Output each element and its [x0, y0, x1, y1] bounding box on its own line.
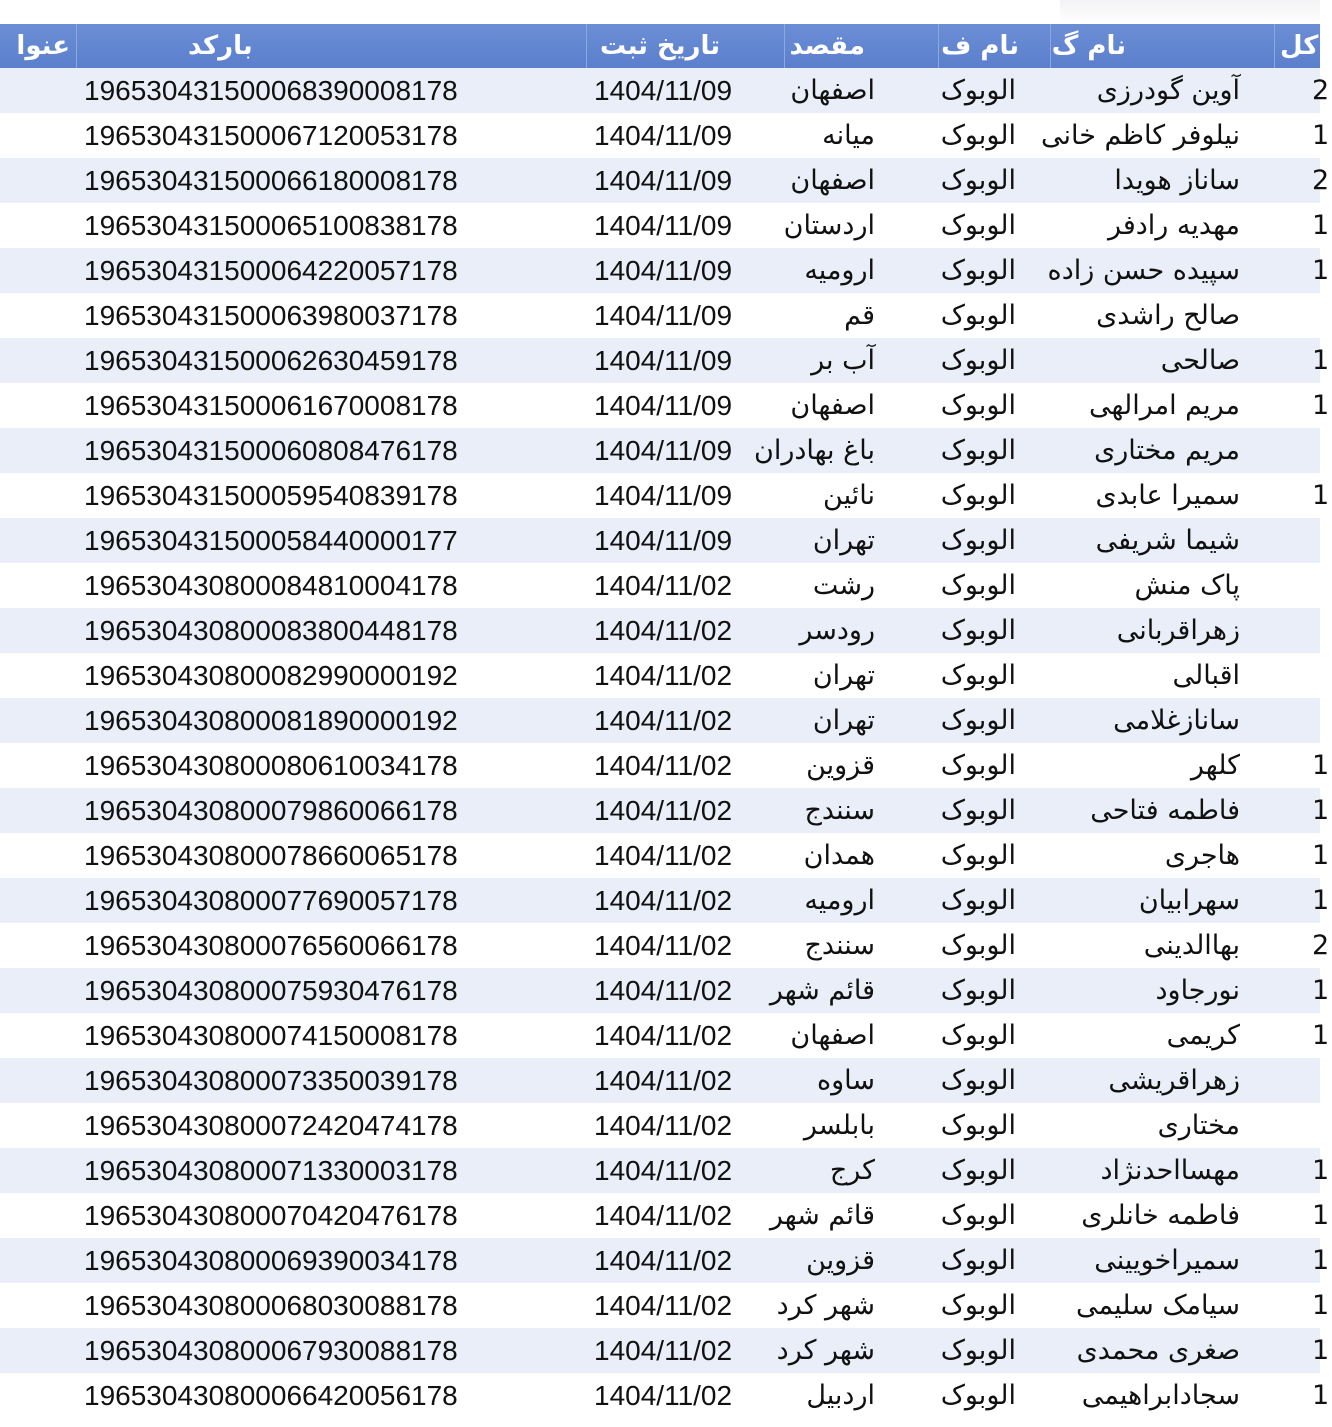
cell-last-name[interactable]: الوبوک [940, 390, 1016, 421]
cell-first-name[interactable]: سهرابیان [1138, 885, 1240, 916]
cell-first-name[interactable]: صالحی [1160, 345, 1240, 376]
cell-count[interactable]: 1 [1312, 1290, 1330, 1321]
cell-barcode[interactable]: 196530431500067120053178 [84, 120, 458, 151]
cell-reg-date[interactable]: 1404/11/02 [594, 1065, 733, 1096]
cell-reg-date[interactable]: 1404/11/09 [594, 345, 733, 376]
table-row[interactable] [0, 1058, 1320, 1103]
cell-reg-date[interactable]: 1404/11/02 [594, 615, 733, 646]
cell-last-name[interactable]: الوبوک [940, 1290, 1016, 1321]
cell-first-name[interactable]: مریم امرالهی [1089, 390, 1240, 421]
cell-reg-date[interactable]: 1404/11/09 [594, 480, 733, 511]
cell-barcode[interactable]: 196530431500064220057178 [84, 255, 458, 286]
cell-last-name[interactable]: الوبوک [940, 930, 1016, 961]
cell-destination[interactable]: قزوین [806, 1245, 875, 1276]
table-row[interactable] [0, 203, 1330, 248]
cell-count[interactable]: 1 [1312, 390, 1330, 421]
cell-barcode[interactable]: 196530431500061670008178 [84, 390, 458, 421]
cell-count[interactable]: 1 [1312, 750, 1330, 781]
cell-first-name[interactable]: پاک منش [1134, 570, 1240, 601]
table-header-row [0, 24, 1320, 68]
table-row[interactable] [0, 788, 1330, 833]
table-row[interactable] [0, 293, 1320, 338]
cell-count[interactable] [1312, 428, 1332, 473]
cell-barcode[interactable]: 196530430800077690057178 [84, 885, 458, 916]
cell-barcode[interactable]: 196530430800072420474178 [84, 1110, 458, 1141]
cell-count[interactable]: 1 [1312, 1155, 1330, 1186]
cell-first-name[interactable]: نیلوفر کاظم خانی [1041, 120, 1240, 151]
cell-reg-date[interactable]: 1404/11/09 [594, 210, 733, 241]
cell-count[interactable]: 1 [1312, 1200, 1330, 1231]
cell-barcode[interactable]: 196530431500068390008178 [84, 75, 458, 106]
table-row[interactable] [0, 1373, 1330, 1418]
cell-first-name[interactable]: زهراقربانی [1116, 615, 1240, 646]
cell-destination[interactable]: باغ بهادران [753, 435, 875, 466]
cell-barcode[interactable]: 196530430800076560066178 [84, 930, 458, 961]
cell-last-name[interactable]: الوبوک [940, 255, 1016, 286]
cell-last-name[interactable]: الوبوک [940, 300, 1016, 331]
cell-last-name[interactable]: الوبوک [940, 750, 1016, 781]
cell-reg-date[interactable]: 1404/11/02 [594, 795, 733, 826]
cell-barcode[interactable]: 196530431500058440000177 [84, 525, 458, 556]
cell-destination[interactable]: ساوه [816, 1065, 875, 1096]
cell-destination[interactable]: قائم شهر [769, 975, 875, 1006]
table-body [0, 68, 1330, 1418]
cell-count[interactable]: 1 [1312, 345, 1330, 376]
cell-barcode[interactable]: 196530430800073350039178 [84, 1065, 458, 1096]
cell-reg-date[interactable]: 1404/11/02 [594, 1020, 733, 1051]
cell-destination[interactable]: تهران [812, 660, 875, 691]
cell-count[interactable] [1312, 1058, 1332, 1103]
cell-last-name[interactable]: الوبوک [940, 570, 1016, 601]
cell-reg-date[interactable]: 1404/11/09 [594, 390, 733, 421]
cell-first-name[interactable]: مختاری [1157, 1110, 1240, 1141]
cell-destination[interactable]: اصفهان [790, 390, 875, 421]
header-reg-date[interactable]: تاریخ ثبت [600, 31, 720, 61]
cell-first-name[interactable]: مهسااحدنژاد [1100, 1155, 1240, 1186]
cell-first-name[interactable]: سمیرا عابدی [1095, 480, 1240, 511]
cell-first-name[interactable]: هاجری [1164, 840, 1240, 871]
cell-destination[interactable]: رودسر [799, 615, 875, 646]
table-row[interactable] [0, 68, 1330, 113]
cell-first-name[interactable]: کریمی [1166, 1020, 1240, 1051]
cell-last-name[interactable]: الوبوک [940, 885, 1016, 916]
cell-reg-date[interactable]: 1404/11/02 [594, 885, 733, 916]
cell-destination[interactable]: میانه [822, 120, 875, 151]
cell-last-name[interactable]: الوبوک [940, 840, 1016, 871]
cell-destination[interactable]: رشت [812, 570, 875, 601]
cell-barcode[interactable]: 196530430800083800448178 [84, 615, 458, 646]
cell-reg-date[interactable]: 1404/11/02 [594, 975, 733, 1006]
cell-reg-date[interactable]: 1404/11/02 [594, 930, 733, 961]
header-barcode-label: بارکد [188, 31, 253, 61]
cell-reg-date[interactable]: 1404/11/02 [594, 660, 733, 691]
cell-destination[interactable]: ارومیه [804, 885, 875, 916]
cell-destination[interactable]: بابلسر [803, 1110, 875, 1141]
cell-reg-date[interactable]: 1404/11/02 [594, 1200, 733, 1231]
cell-destination[interactable]: قزوین [806, 750, 875, 781]
cell-destination[interactable]: اردبیل [806, 1380, 875, 1411]
cell-destination[interactable]: کرج [829, 1155, 875, 1186]
cell-first-name[interactable]: اقبالی [1172, 660, 1240, 691]
cell-last-name[interactable]: الوبوک [940, 1335, 1016, 1366]
cell-reg-date[interactable]: 1404/11/02 [594, 705, 733, 736]
table-row[interactable] [0, 428, 1320, 473]
cell-destination[interactable]: آب بر [811, 345, 875, 376]
table-row[interactable] [0, 1283, 1330, 1328]
table-row[interactable] [0, 878, 1330, 923]
table-row[interactable] [0, 473, 1330, 518]
table-row[interactable] [0, 338, 1330, 383]
table-row[interactable] [0, 1328, 1330, 1373]
cell-first-name[interactable]: سیامک سلیمی [1075, 1290, 1240, 1321]
header-first-name[interactable]: نام گ [1051, 31, 1126, 61]
cell-destination[interactable]: اصفهان [790, 1020, 875, 1051]
cell-reg-date[interactable]: 1404/11/02 [594, 570, 733, 601]
cell-last-name[interactable]: الوبوک [940, 615, 1016, 646]
cell-count[interactable]: 1 [1312, 480, 1330, 511]
cell-last-name[interactable]: الوبوک [940, 480, 1016, 511]
table-row[interactable] [0, 608, 1320, 653]
cell-destination[interactable]: اردستان [783, 210, 875, 241]
cell-last-name[interactable]: الوبوک [940, 120, 1016, 151]
cell-count[interactable]: 2 [1312, 165, 1330, 196]
cell-last-name[interactable]: الوبوک [940, 1065, 1016, 1096]
cell-count[interactable]: 1 [1312, 840, 1330, 871]
cell-barcode[interactable]: 196530430800074150008178 [84, 1020, 458, 1051]
cell-last-name[interactable]: الوبوک [940, 975, 1016, 1006]
cell-first-name[interactable]: صالح راشدی [1096, 300, 1240, 331]
cell-destination[interactable]: نائین [823, 480, 875, 511]
column-divider [76, 24, 77, 68]
cell-reg-date[interactable]: 1404/11/02 [594, 840, 733, 871]
cell-destination[interactable]: همدان [803, 840, 875, 871]
cell-barcode[interactable]: 196530431500059540839178 [84, 480, 458, 511]
cell-last-name[interactable]: الوبوک [940, 705, 1016, 736]
cell-barcode[interactable]: 196530430800081890000192 [84, 705, 458, 736]
cell-barcode[interactable]: 196530431500062630459178 [84, 345, 458, 376]
cell-barcode[interactable]: 196530430800071330003178 [84, 1155, 458, 1186]
cell-count[interactable]: 2 [1312, 930, 1330, 961]
cell-count[interactable] [1312, 608, 1332, 653]
cell-barcode[interactable]: 196530430800068030088178 [84, 1290, 458, 1321]
cell-barcode[interactable]: 196530430800082990000192 [84, 660, 458, 691]
cell-first-name[interactable]: ساناز هویدا [1114, 165, 1240, 196]
top-edge-shadow [1060, 0, 1320, 24]
cell-reg-date[interactable]: 1404/11/09 [594, 435, 733, 466]
cell-destination[interactable]: سنندج [804, 795, 875, 826]
cell-reg-date[interactable]: 1404/11/09 [594, 75, 733, 106]
cell-barcode[interactable]: 196530430800080610034178 [84, 750, 458, 781]
cell-first-name[interactable]: مریم مختاری [1094, 435, 1240, 466]
cell-last-name[interactable]: الوبوک [940, 210, 1016, 241]
cell-last-name[interactable]: الوبوک [940, 525, 1016, 556]
cell-count[interactable] [1312, 653, 1332, 698]
cell-barcode[interactable]: 196530430800078660065178 [84, 840, 458, 871]
cell-first-name[interactable]: بهاالدینی [1143, 930, 1240, 961]
table-row[interactable] [0, 743, 1330, 788]
cell-reg-date[interactable]: 1404/11/09 [594, 255, 733, 286]
cell-first-name[interactable]: آوین گودرزی [1096, 75, 1240, 106]
header-barcode[interactable] [78, 24, 578, 68]
table-row[interactable] [0, 923, 1330, 968]
column-divider [784, 24, 785, 68]
cell-count[interactable]: 1 [1312, 210, 1330, 241]
cell-reg-date[interactable]: 1404/11/09 [594, 165, 733, 196]
cell-count[interactable]: 1 [1312, 1245, 1330, 1276]
cell-barcode[interactable]: 196530431500066180008178 [84, 165, 458, 196]
cell-count[interactable] [1312, 563, 1332, 608]
cell-barcode[interactable]: 196530430800079860066178 [84, 795, 458, 826]
cell-count[interactable]: 1 [1312, 1380, 1330, 1411]
cell-reg-date[interactable]: 1404/11/02 [594, 1290, 733, 1321]
cell-destination[interactable]: سنندج [804, 930, 875, 961]
cell-first-name[interactable]: کلهر [1190, 750, 1240, 781]
cell-last-name[interactable]: الوبوک [940, 1155, 1016, 1186]
cell-count[interactable]: 1 [1312, 120, 1330, 151]
cell-last-name[interactable]: الوبوک [940, 435, 1016, 466]
cell-destination[interactable]: قم [844, 300, 875, 331]
cell-barcode[interactable]: 196530430800084810004178 [84, 570, 458, 601]
table-row[interactable] [0, 1148, 1330, 1193]
cell-barcode[interactable]: 196530430800070420476178 [84, 1200, 458, 1231]
table-row[interactable] [0, 1238, 1330, 1283]
cell-destination[interactable]: اصفهان [790, 165, 875, 196]
cell-count[interactable] [1312, 518, 1332, 563]
column-divider [1274, 24, 1275, 68]
cell-first-name[interactable]: مهدیه رادفر [1107, 210, 1240, 241]
table-row[interactable] [0, 698, 1320, 743]
header-title[interactable]: عنوا [16, 31, 70, 61]
cell-destination[interactable]: تهران [812, 525, 875, 556]
table-row[interactable] [0, 968, 1330, 1013]
cell-reg-date[interactable]: 1404/11/09 [594, 300, 733, 331]
cell-count[interactable]: 2 [1312, 75, 1330, 106]
cell-destination[interactable]: شهر کرد [776, 1290, 875, 1321]
table-row[interactable] [0, 653, 1320, 698]
column-divider [938, 24, 939, 68]
cell-last-name[interactable]: الوبوک [940, 1380, 1016, 1411]
header-last-name[interactable]: نام ف [941, 31, 1019, 61]
cell-destination[interactable]: تهران [812, 705, 875, 736]
cell-reg-date[interactable]: 1404/11/02 [594, 1245, 733, 1276]
cell-count[interactable]: 1 [1312, 255, 1330, 286]
cell-count[interactable]: 1 [1312, 885, 1330, 916]
cell-barcode[interactable]: 196530430800067930088178 [84, 1335, 458, 1366]
header-destination[interactable]: مقصد [789, 31, 865, 61]
cell-first-name[interactable]: زهراقریشی [1108, 1065, 1240, 1096]
cell-count[interactable]: 1 [1312, 1335, 1330, 1366]
cell-first-name[interactable]: فاطمه خانلری [1081, 1200, 1240, 1231]
cell-last-name[interactable]: الوبوک [940, 1245, 1016, 1276]
cell-first-name[interactable]: شیما شریفی [1095, 525, 1240, 556]
table-row[interactable] [0, 1193, 1330, 1238]
table-row[interactable] [0, 833, 1330, 878]
cell-count[interactable]: 1 [1312, 795, 1330, 826]
cell-last-name[interactable]: الوبوک [940, 165, 1016, 196]
cell-last-name[interactable]: الوبوک [940, 660, 1016, 691]
cell-barcode[interactable]: 196530430800075930476178 [84, 975, 458, 1006]
cell-first-name[interactable]: سمیراخویینی [1094, 1245, 1240, 1276]
cell-barcode[interactable]: 196530431500065100838178 [84, 210, 458, 241]
table-row[interactable] [0, 113, 1330, 158]
cell-barcode[interactable]: 196530431500060808476178 [84, 435, 458, 466]
cell-first-name[interactable]: سپیده حسن زاده [1047, 255, 1240, 286]
cell-reg-date[interactable]: 1404/11/09 [594, 120, 733, 151]
cell-first-name[interactable]: سجادابراهیمی [1081, 1380, 1240, 1411]
cell-last-name[interactable]: الوبوک [940, 1110, 1016, 1141]
cell-destination[interactable]: اصفهان [790, 75, 875, 106]
table-row[interactable] [0, 1103, 1320, 1148]
cell-reg-date[interactable]: 1404/11/02 [594, 750, 733, 781]
cell-reg-date[interactable]: 1404/11/02 [594, 1110, 733, 1141]
table-row[interactable] [0, 1013, 1330, 1058]
cell-destination[interactable]: ارومیه [804, 255, 875, 286]
table-row[interactable] [0, 158, 1330, 203]
cell-count[interactable] [1312, 293, 1332, 338]
cell-count[interactable] [1312, 1103, 1332, 1148]
cell-count[interactable]: 1 [1312, 975, 1330, 1006]
table-row[interactable] [0, 518, 1320, 563]
cell-last-name[interactable]: الوبوک [940, 345, 1016, 376]
cell-first-name[interactable]: فاطمه فتاحی [1090, 795, 1240, 826]
cell-barcode[interactable]: 196530430800066420056178 [84, 1380, 458, 1411]
cell-reg-date[interactable]: 1404/11/02 [594, 1335, 733, 1366]
cell-first-name[interactable]: نورجاود [1155, 975, 1240, 1006]
cell-destination[interactable]: شهر کرد [776, 1335, 875, 1366]
table-row[interactable] [0, 248, 1330, 293]
cell-barcode[interactable]: 196530431500063980037178 [84, 300, 458, 331]
cell-last-name[interactable]: الوبوک [940, 795, 1016, 826]
cell-first-name[interactable]: سانازغلامی [1113, 705, 1240, 736]
cell-last-name[interactable]: الوبوک [940, 1200, 1016, 1231]
cell-count[interactable] [1312, 698, 1332, 743]
cell-reg-date[interactable]: 1404/11/02 [594, 1155, 733, 1186]
cell-last-name[interactable]: الوبوک [940, 75, 1016, 106]
cell-last-name[interactable]: الوبوک [940, 1020, 1016, 1051]
cell-first-name[interactable]: صغری محمدی [1076, 1335, 1240, 1366]
column-divider [1050, 24, 1051, 68]
data-table [0, 24, 1330, 1418]
column-divider [586, 24, 587, 68]
cell-destination[interactable]: قائم شهر [769, 1200, 875, 1231]
cell-reg-date[interactable]: 1404/11/09 [594, 525, 733, 556]
header-count[interactable]: کل [1280, 31, 1319, 61]
cell-reg-date[interactable]: 1404/11/02 [594, 1380, 733, 1411]
table-row[interactable] [0, 563, 1320, 608]
table-row[interactable] [0, 383, 1330, 428]
cell-count[interactable]: 1 [1312, 1020, 1330, 1051]
cell-barcode[interactable]: 196530430800069390034178 [84, 1245, 458, 1276]
